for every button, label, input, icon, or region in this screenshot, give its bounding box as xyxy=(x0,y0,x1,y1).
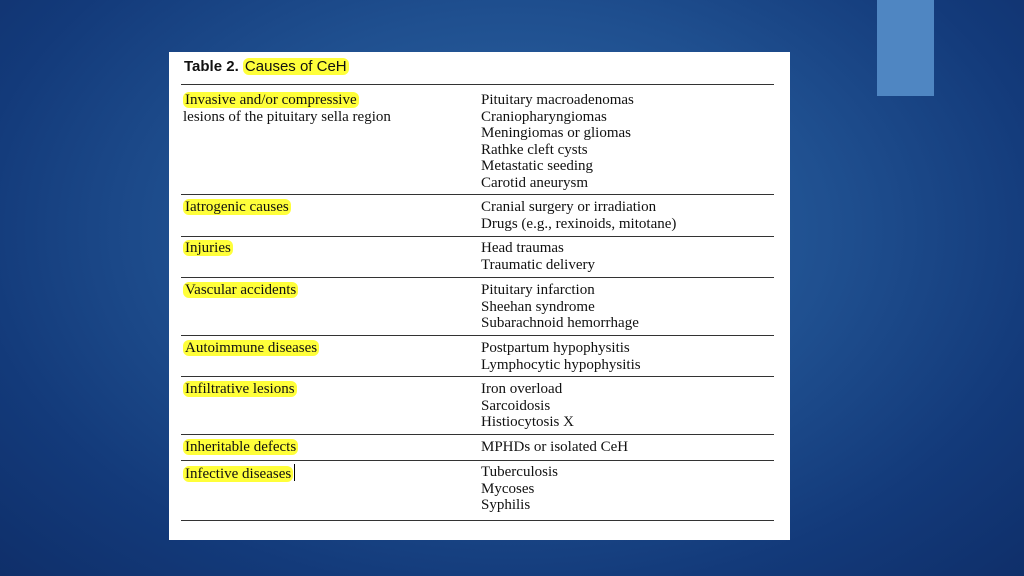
cause-cell xyxy=(183,199,473,216)
cause-highlight: Iatrogenic causes xyxy=(185,199,289,215)
row-divider xyxy=(181,460,774,461)
list-item: Subarachnoid hemorrhage xyxy=(481,315,639,331)
list-item: Pituitary macroadenomas xyxy=(481,92,634,108)
cause-highlight: Invasive and/or compressive xyxy=(185,92,357,108)
list-item: Postpartum hypophysitis xyxy=(481,340,630,356)
list-item: Mycoses xyxy=(481,480,535,497)
list-item: Syphilis xyxy=(481,497,531,513)
row-divider xyxy=(181,434,774,435)
list-item: Drugs (e.g., rexinoids, mitotane) xyxy=(481,215,677,232)
list-item: Histiocytosis X xyxy=(481,414,574,430)
rule-bottom xyxy=(181,520,774,521)
list-item: Sarcoidosis xyxy=(481,397,551,414)
list-item: Lymphocytic hypophysitis xyxy=(481,356,641,373)
cause-cell xyxy=(183,464,473,483)
cause-highlight: Vascular accidents xyxy=(185,282,297,298)
row-divider xyxy=(181,194,774,195)
list-item: Carotid aneurysm xyxy=(481,174,589,191)
list-item: Head traumas xyxy=(481,240,564,256)
list-item: Traumatic delivery xyxy=(481,256,596,273)
cause-cell xyxy=(183,340,473,357)
list-item: MPHDs or isolated CeH xyxy=(481,439,629,455)
items-cell xyxy=(481,439,781,456)
table-card xyxy=(169,52,790,540)
cause-highlight: Infiltrative lesions xyxy=(185,381,295,397)
items-cell xyxy=(481,92,781,191)
items-cell xyxy=(481,240,781,273)
items-cell xyxy=(481,199,781,232)
cause-cell xyxy=(183,282,473,299)
cause-highlight: Inheritable defects xyxy=(185,439,297,455)
cause-cell xyxy=(183,92,473,125)
rule-top xyxy=(181,84,774,85)
cause-cell xyxy=(183,240,473,257)
list-item: Craniopharyngiomas xyxy=(481,108,607,125)
list-item: Iron overload xyxy=(481,381,563,397)
list-item: Sheehan syndrome xyxy=(481,298,595,315)
list-item: Pituitary infarction xyxy=(481,282,595,298)
cause-rest: lesions of the pituitary sella region xyxy=(183,108,391,125)
cause-highlight: Autoimmune diseases xyxy=(185,340,318,356)
list-item: Meningiomas or gliomas xyxy=(481,125,631,141)
cause-cell xyxy=(183,381,473,398)
items-cell xyxy=(481,464,781,514)
caption-title: Causes of CeH xyxy=(244,58,347,75)
row-divider xyxy=(181,236,774,237)
items-cell xyxy=(481,282,781,332)
caption-label: Table 2. xyxy=(184,58,239,75)
accent-bar xyxy=(877,0,934,96)
text-cursor xyxy=(294,464,295,481)
cause-cell xyxy=(183,439,473,456)
cause-highlight: Injuries xyxy=(185,240,231,256)
list-item: Cranial surgery or irradiation xyxy=(481,199,657,215)
list-item: Metastatic seeding xyxy=(481,158,594,174)
list-item: Tuberculosis xyxy=(481,464,558,480)
row-divider xyxy=(181,277,774,278)
table-caption xyxy=(184,58,349,75)
items-cell xyxy=(481,381,781,431)
cause-highlight: Infective diseases xyxy=(185,466,292,482)
items-cell xyxy=(481,340,781,373)
list-item: Rathke cleft cysts xyxy=(481,141,588,158)
row-divider xyxy=(181,376,774,377)
row-divider xyxy=(181,335,774,336)
